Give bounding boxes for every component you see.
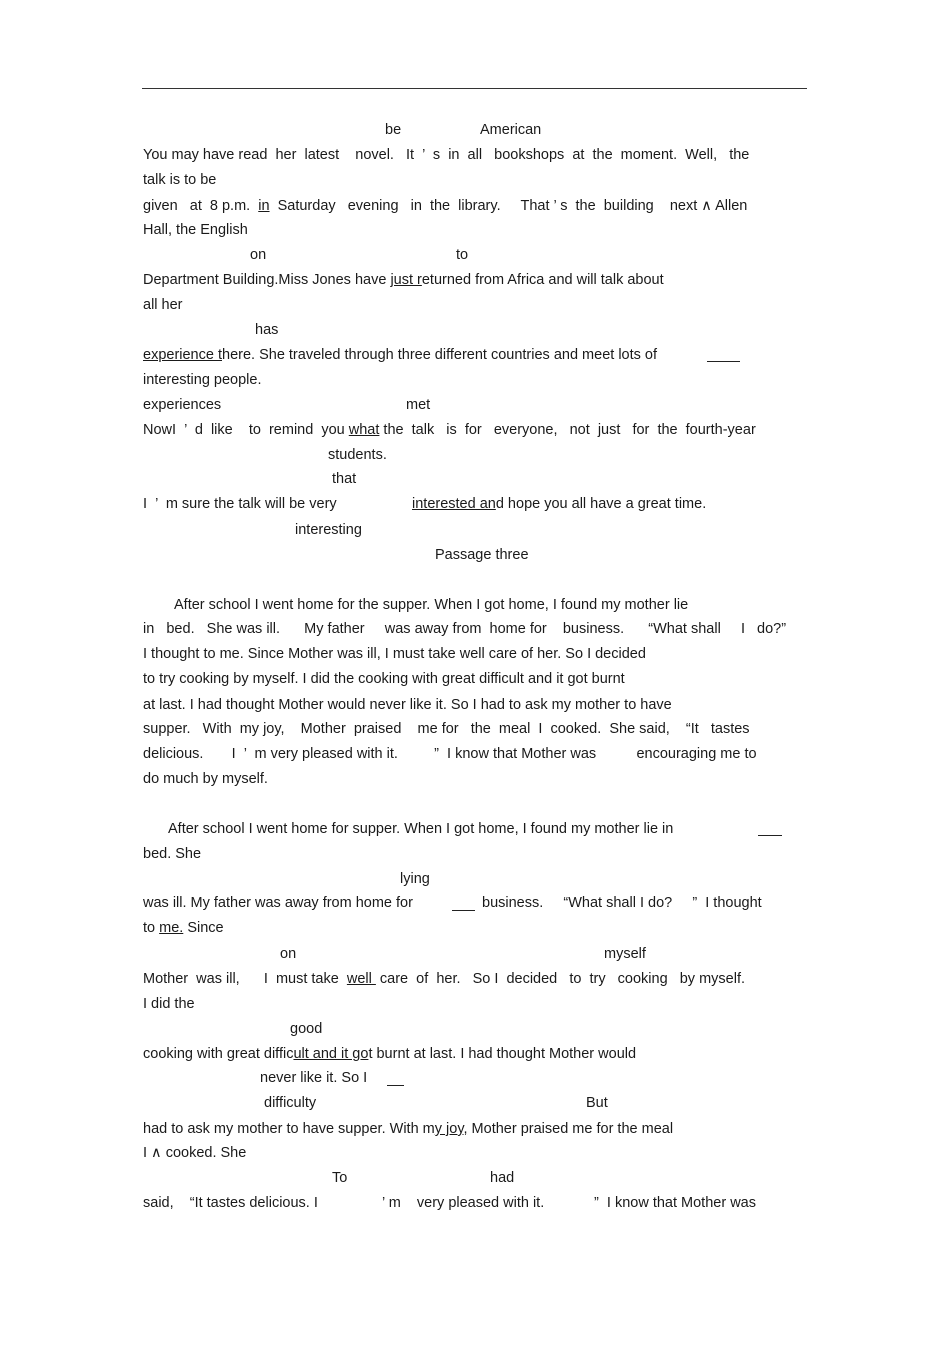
passage-line: supper. With my joy, Mother praised me for the meal I cooked. She said, “It tastes [143, 721, 750, 737]
passage-line: had to ask my mother to have supper. With my joy, Mother praised me for the meal [143, 1121, 674, 1137]
correction-lying: lying [400, 871, 430, 887]
underlined-word: well [346, 971, 376, 987]
answer-blank [707, 361, 740, 362]
passage-line: I ’ m sure the talk will be very [143, 496, 337, 512]
passage-line: all her [143, 297, 183, 313]
correction-good: good [290, 1021, 323, 1037]
passage-line: delicious. I ’ m very pleased with it. ” I know that Mother was encouraging me to [143, 746, 757, 762]
correction-had: had [490, 1170, 515, 1186]
passage-line: given at 8 p.m. in Saturday evening in the library. That ’ s the building next ∧ Allen [143, 198, 748, 214]
passage-line: ’ m very pleased with it. [382, 1195, 545, 1211]
passage-line: at last. I had thought Mother would never like it. So I had to ask my mother to have [143, 697, 672, 713]
correction-but: But [586, 1095, 608, 1111]
correction-difficulty: difficulty [264, 1095, 317, 1111]
correction-american: American [480, 122, 542, 138]
underlined-word: me. [159, 920, 184, 936]
passage-line: bed. She [143, 846, 202, 862]
header-rule [142, 88, 807, 89]
passage-line: I thought to me. Since Mother was ill, I must take well care of her. So I decided [143, 646, 646, 662]
passage-line: do much by myself. [143, 771, 268, 787]
underlined-word: y joy, [434, 1121, 468, 1137]
passage-line: I did the [143, 996, 195, 1012]
underlined-word: just r [390, 272, 422, 288]
passage-line: interested and hope you all have a great time. [412, 496, 707, 512]
passage-line: in bed. She was ill. My father was away from home for business. “What shall I do?” [143, 621, 787, 637]
answer-blank [452, 910, 475, 911]
passage-line: cooking with great difficult and it got burnt at last. I had thought Mother would [143, 1046, 637, 1062]
passage-line: I ∧ cooked. She [143, 1145, 247, 1161]
underlined-word: experience t [143, 347, 222, 363]
correction-on: on [280, 946, 297, 962]
passage-line: said, “It tastes delicious. I [143, 1195, 318, 1211]
section-heading: Passage three [435, 547, 529, 563]
passage-line: to me. Since [143, 920, 224, 936]
answer-blank [758, 835, 782, 836]
correction-has: has [255, 322, 279, 338]
answer-blank [387, 1085, 404, 1086]
passage-line: business. “What shall I do? ” I thought [482, 895, 762, 911]
passage-line: to try cooking by myself. I did the cooking with great difficult and it got burnt [143, 671, 625, 687]
passage-line: students. [328, 447, 387, 463]
correction-met: met [406, 397, 431, 413]
passage-line: was ill. My father was away from home for [143, 895, 413, 911]
passage-line: Department Building.Miss Jones have just returned from Africa and will talk about [143, 272, 664, 288]
correction-to: to [456, 247, 469, 263]
passage-line: Hall, the English [143, 222, 248, 238]
passage-line: After school I went home for the supper. When I got home, I found my mother lie [174, 597, 689, 613]
passage-line: ” I know that Mother was [594, 1195, 756, 1211]
passage-line: experience there. She traveled through three different countries and meet lots of [143, 347, 657, 363]
correction-to: To [332, 1170, 348, 1186]
passage-line: interesting people. [143, 372, 262, 388]
underlined-word: interested an [412, 496, 496, 512]
correction-on: on [250, 247, 267, 263]
passage-line: never like it. So I [260, 1070, 368, 1086]
passage-line: NowI ’ d like to remind you what the talk is for everyone, not just for the fourth-year [143, 422, 756, 438]
passage-line: Mother was ill, I must take well care of her. So I decided to try cooking by myself. [143, 971, 746, 987]
underlined-word: ult and it go [293, 1046, 369, 1062]
passage-line: talk is to be [143, 172, 217, 188]
correction-experiences: experiences [143, 397, 222, 413]
passage-line: You may have read her latest novel. It ’ s in all bookshops at the moment. Well, the [143, 147, 750, 163]
correction-myself: myself [604, 946, 646, 962]
correction-interesting: interesting [295, 522, 362, 538]
correction-that: that [332, 471, 357, 487]
underlined-word: what [348, 422, 380, 438]
underlined-word: in [258, 198, 270, 214]
passage-line: After school I went home for supper. When I got home, I found my mother lie in [168, 821, 674, 837]
correction-be: be [385, 122, 402, 138]
